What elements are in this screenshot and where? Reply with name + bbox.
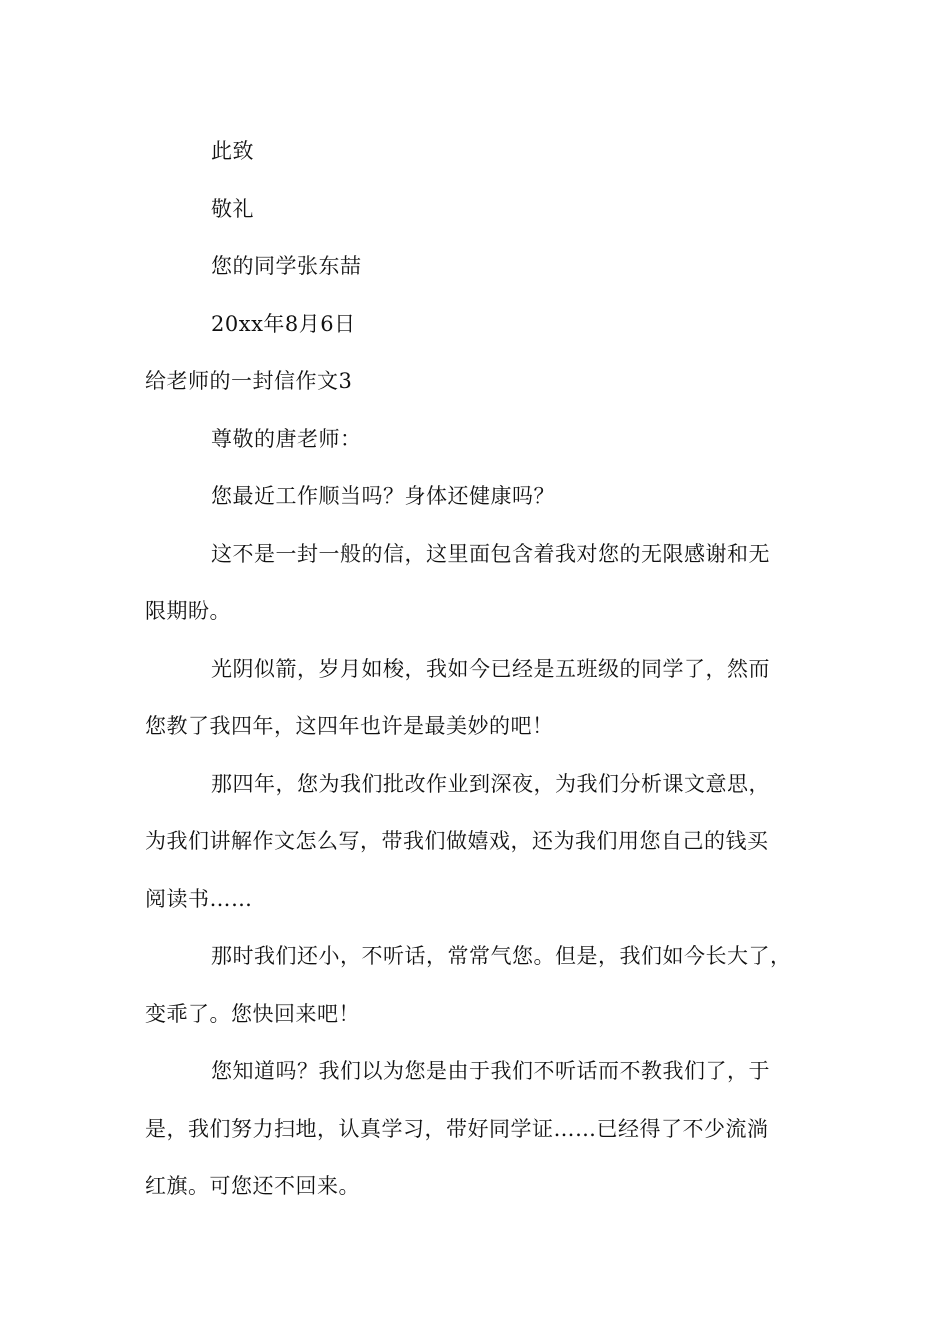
body-line: 阅读书…… (145, 887, 253, 911)
body-line: 光阴似箭，岁月如梭，我如今已经是五班级的同学了，然而 (211, 657, 770, 681)
signature: 您的同学张东喆 (211, 254, 362, 278)
body-line: 红旗。可您还不回来。 (145, 1174, 360, 1198)
body-line: 为我们讲解作文怎么写，带我们做嬉戏，还为我们用您自己的钱买 (145, 829, 769, 853)
closing-salute-1: 此致 (211, 139, 254, 163)
body-line: 您最近工作顺当吗？身体还健康吗？ (211, 484, 555, 508)
body-line: 那时我们还小，不听话，常常气您。但是，我们如今长大了， (211, 944, 792, 968)
body-line: 您知道吗？我们以为您是由于我们不听话而不教我们了，于 (211, 1059, 770, 1083)
body-line: 限期盼。 (145, 599, 231, 623)
body-line: 变乖了。您快回来吧！ (145, 1002, 360, 1026)
body-line: 那四年，您为我们批改作业到深夜，为我们分析课文意思， (211, 772, 770, 796)
body-line: 是，我们努力扫地，认真学习，带好同学证……已经得了不少流淌 (145, 1117, 769, 1141)
letter-date: 20xx年8月6日 (211, 312, 356, 336)
closing-salute-2: 敬礼 (211, 197, 254, 221)
letter-greeting: 尊敬的唐老师： (211, 427, 362, 451)
section-title: 给老师的一封信作文3 (145, 369, 353, 393)
body-line: 您教了我四年，这四年也许是最美妙的吧！ (145, 714, 554, 738)
body-line: 这不是一封一般的信，这里面包含着我对您的无限感谢和无 (211, 542, 770, 566)
